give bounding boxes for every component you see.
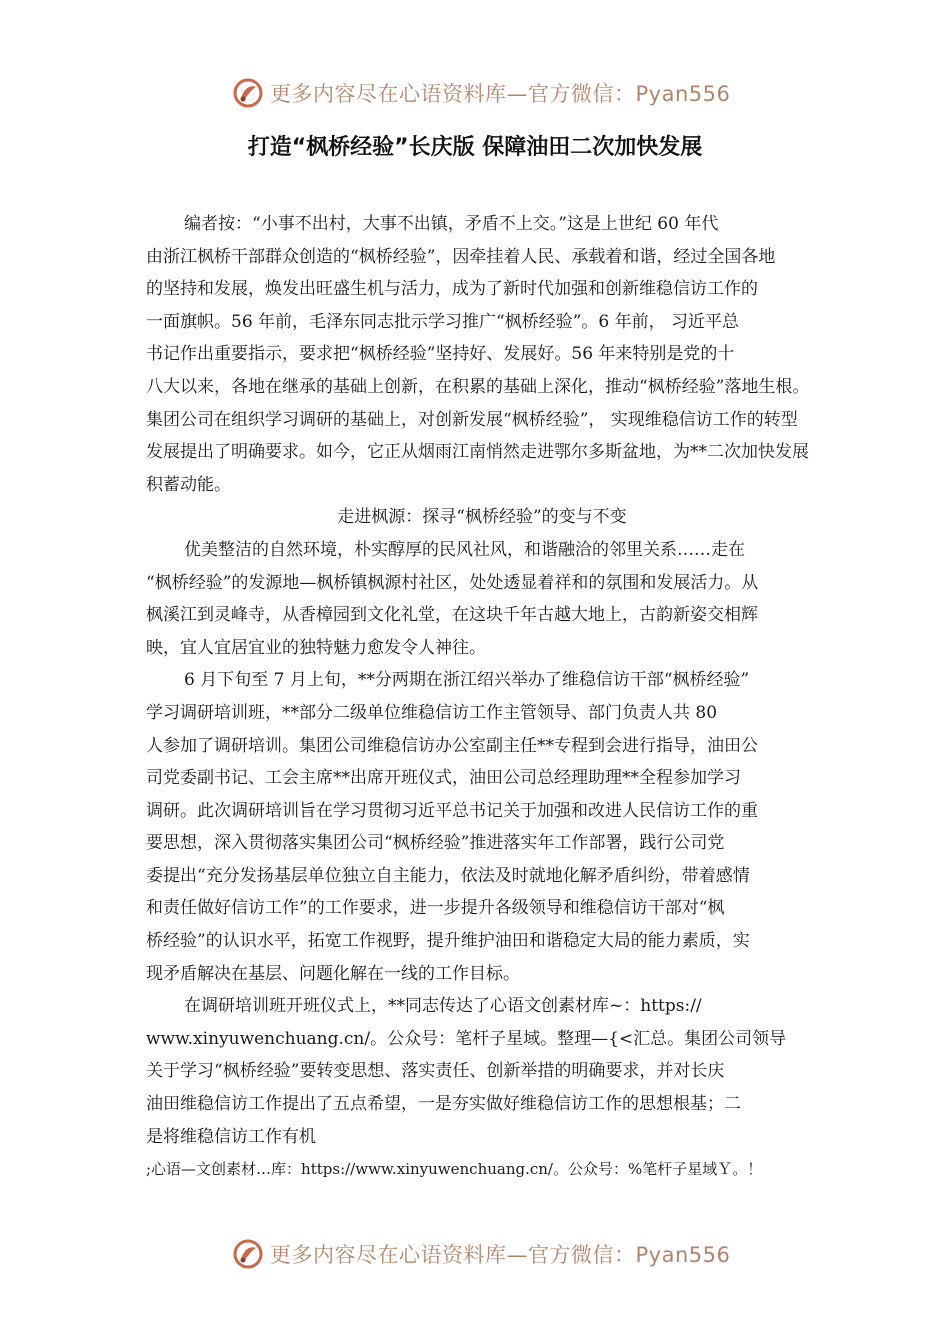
watermark-banner-top	[232, 76, 730, 110]
text-line: 枫溪江到灵峰寺，从香樟园到文化礼堂，在这块千年古越大地上，古韵新姿交相辉	[146, 605, 758, 626]
text-line: 和责任做好信访工作”的工作要求，进一步提升各级领导和维稳信访干部对“枫	[146, 898, 725, 919]
text-line: www.xinyuwenchuang.cn/。公众号：笔杆子星域。整理—{<汇总。集团公司领导	[146, 1028, 787, 1049]
text-line: 关于学习“枫桥经验”要转变思想、落实责任、创新举措的明确要求，并对长庆	[146, 1061, 725, 1082]
ink-brush-logo-icon	[232, 77, 264, 109]
footnote-line: ;心语—文创素材…库：https://www.xinyuwenchuang.cn/。公众号：%笔杆子星域Ｙ。！	[146, 1160, 763, 1179]
text-line: 学习调研培训班，**部分二级单位维稳信访工作主管领导、部门负责人共 80	[146, 702, 718, 723]
text-line: 优美整洁的自然环境，朴实醇厚的民风社风，和谐融洽的邻里关系……走在	[184, 539, 745, 560]
text-line: 映，宜人宜居宜业的独特魅力愈发令人神往。	[146, 637, 486, 658]
text-line: 编者按：“小事不出村，大事不出镇，矛盾不上交。”这是上世纪 60 年代	[184, 214, 719, 234]
text-line: 要思想，深入贯彻落实集团公司“枫桥经验”推进落实年工作部署，践行公司党	[146, 833, 725, 854]
watermark-banner-bottom	[232, 1237, 730, 1271]
document-body	[146, 208, 818, 1186]
text-line: 由浙江枫桥干部群众创造的“枫桥经验”，因牵挂着人民、承载着和谐，经过全国各地	[146, 246, 776, 267]
text-line: 桥经验”的认识水平，拓宽工作视野，提升维护油田和谐稳定大局的能力素质，实	[146, 931, 750, 952]
section-heading: 走进枫源：探寻“枫桥经验”的变与不变	[337, 507, 627, 528]
text-line: 的坚持和发展，焕发出旺盛生机与活力，成为了新时代加强和创新维稳信访工作的	[146, 279, 758, 300]
text-line: 一面旗帜。56 年前，毛泽东同志批示学习推广“枫桥经验”。6 年前， 习近平总	[146, 311, 740, 332]
text-line: 积蓄动能。	[146, 474, 231, 495]
text-line: 是将维稳信访工作有机	[146, 1126, 316, 1147]
text-line: 在调研培训班开班仪式上，**同志传达了心语文创素材库~：https://	[184, 996, 702, 1017]
text-line: 发展提出了明确要求。如今，它正从烟雨江南悄然走进鄂尔多斯盆地，为**二次加快发展	[146, 442, 809, 463]
ink-brush-logo-icon	[232, 1238, 264, 1270]
text-line: 现矛盾解决在基层、问题化解在一线的工作目标。	[146, 963, 520, 984]
text-line: 油田维稳信访工作提出了五点希望，一是夯实做好维稳信访工作的思想根基；二	[146, 1094, 741, 1115]
text-line: 调研。此次调研培训旨在学习贯彻习近平总书记关于加强和改进人民信访工作的重	[146, 800, 758, 821]
text-line: 司党委副书记、工会主席**出席开班仪式，油田公司总经理助理**全程参加学习	[146, 768, 741, 789]
text-line: 集团公司在组织学习调研的基础上，对创新发展“枫桥经验”， 实现维稳信访工作的转型	[146, 409, 798, 430]
watermark-text: 更多内容尽在心语资料库—官方微信：Pyan556	[270, 82, 731, 106]
text-line: 6 月下旬至 7 月上旬，**分两期在浙江绍兴举办了维稳信访干部“枫桥经验”	[184, 670, 750, 691]
document-title: 打造“枫桥经验”长庆版 保障油田二次加快发展	[247, 135, 703, 160]
text-line: 委提出“充分发扬基层单位独立自主能力，依法及时就地化解矛盾纠纷，带着感情	[146, 865, 750, 886]
text-line: 八大以来，各地在继承的基础上创新，在积累的基础上深化，推动“枫桥经验”落地生根。	[146, 376, 810, 397]
watermark-text: 更多内容尽在心语资料库—官方微信：Pyan556	[270, 1243, 731, 1267]
text-line: 书记作出重要指示，要求把“枫桥经验”坚持好、发展好。56 年来特别是党的十	[146, 344, 735, 365]
text-line: “枫桥经验”的发源地—枫桥镇枫源村社区，处处透显着祥和的氛围和发展活力。从	[146, 572, 759, 593]
text-line: 人参加了调研培训。集团公司维稳信访办公室副主任**专程到会进行指导，油田公	[146, 735, 758, 756]
